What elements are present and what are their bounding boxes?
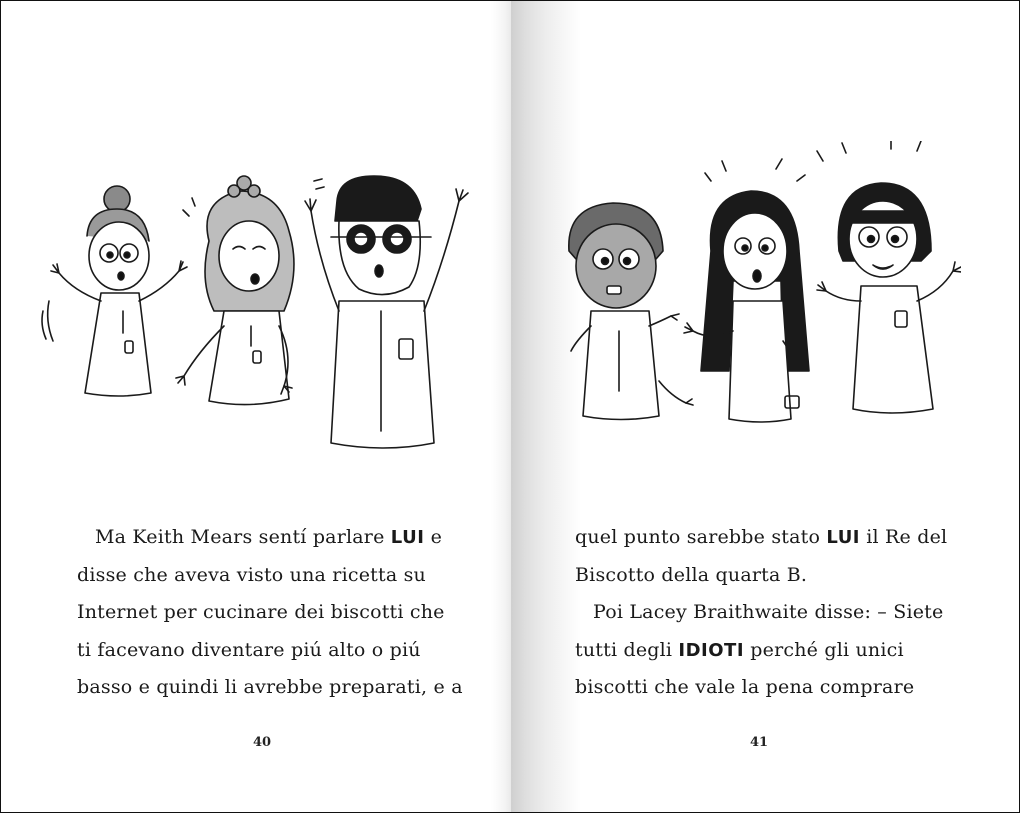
right-page (511, 1, 1019, 812)
girl-with-bun-figure (51, 186, 187, 396)
curly-hair-boy-figure (569, 203, 693, 420)
right-page-text (575, 519, 985, 707)
text-line: disse che aveva visto una ricetta su (77, 563, 426, 586)
left-illustration-three-kids (39, 161, 479, 451)
text-line: Internet per cucinare dei biscotti che (77, 601, 445, 623)
right-illustration-three-kids (561, 141, 961, 426)
emphasis-word: LUI (390, 527, 425, 548)
text-line: Poi Lacey Braithwaite disse: – Siete (593, 601, 944, 623)
text-line: ti facevano diventare piú alto o piú (77, 638, 421, 661)
text-line: biscotti che vale la pena comprare (575, 676, 915, 698)
long-hair-girl-figure (684, 159, 809, 422)
text-line: quel punto sarebbe stato LUI il Re del (575, 526, 948, 548)
text-line: Ma Keith Mears sentí parlare LUI e (95, 526, 443, 548)
left-page (1, 1, 511, 812)
boy-with-glasses-figure (305, 176, 468, 448)
left-page-text (77, 519, 487, 707)
gutter-shadow-left (491, 1, 511, 812)
emphasis-word: IDIOTI (678, 639, 745, 661)
emphasis-word: LUI (826, 527, 861, 548)
text-line: Biscotto della quarta B. (575, 563, 808, 586)
page-number-right: 41 (749, 735, 769, 750)
page-number-left: 40 (252, 735, 272, 750)
bob-hair-girl-figure (817, 141, 961, 413)
curly-hair-girl-figure (176, 176, 294, 405)
text-line: basso e quindi li avrebbe preparati, e a (77, 676, 463, 698)
text-line: tutti degli IDIOTI perché gli unici (575, 638, 904, 661)
